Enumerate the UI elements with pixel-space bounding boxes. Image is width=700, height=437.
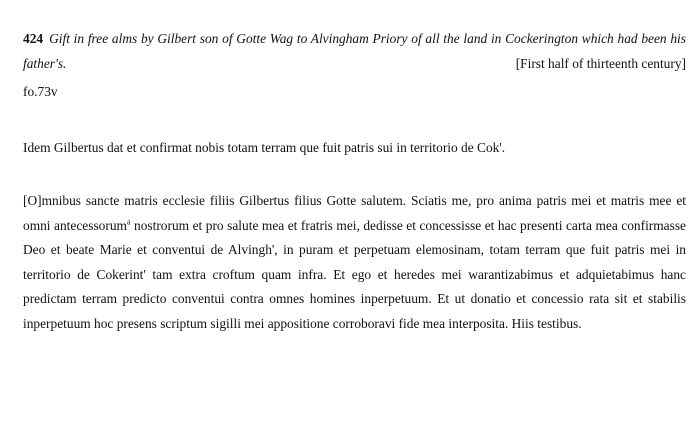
folio-reference: fo.73v	[23, 84, 58, 99]
charter-text	[23, 189, 686, 337]
charter-date: [First half of thirteenth century]	[515, 56, 686, 71]
charter-rubric: Idem Gilbertus dat et confirmat nobis totam terram que fuit patris sui in territorio de Cok'.	[23, 140, 506, 155]
footnote-marker: a	[126, 217, 131, 227]
charter-text-part1: [O]mnibus sancte matris ecclesie filiis Gilbertus filius Gotte salutem. Sciatis me, pro anima patris mei et matris mee et omni antecessorum	[23, 193, 686, 233]
charter-title: Gift in free alms by Gilbert son of Gotte Wag to Alvingham Priory of all the land in Cockerington which had been his father's.	[23, 31, 686, 71]
charter-text-part2: nostrorum et pro salute mea et fratris mei, dedisse et concessisse et hac presenti carta mea confirmasse Deo et beate Marie et conventui de Alvingh', in puram et perpetuam elemosinam, totam terram que fuit patris mei in territorio de Cokerint' tam extra croftum quam infra. Et ego et heredes mei warantizabimus et adquietabimus hanc predictam terram predicto conventui contra omnes homines inperpetuum. Et ut donatio et concessio rata sit et stabilis inperpetuum hoc presens scriptum sigilli mei appositione corroboravi fide mea interposita. Hiis testibus.	[23, 217, 686, 331]
charter-number: 424	[23, 31, 44, 46]
